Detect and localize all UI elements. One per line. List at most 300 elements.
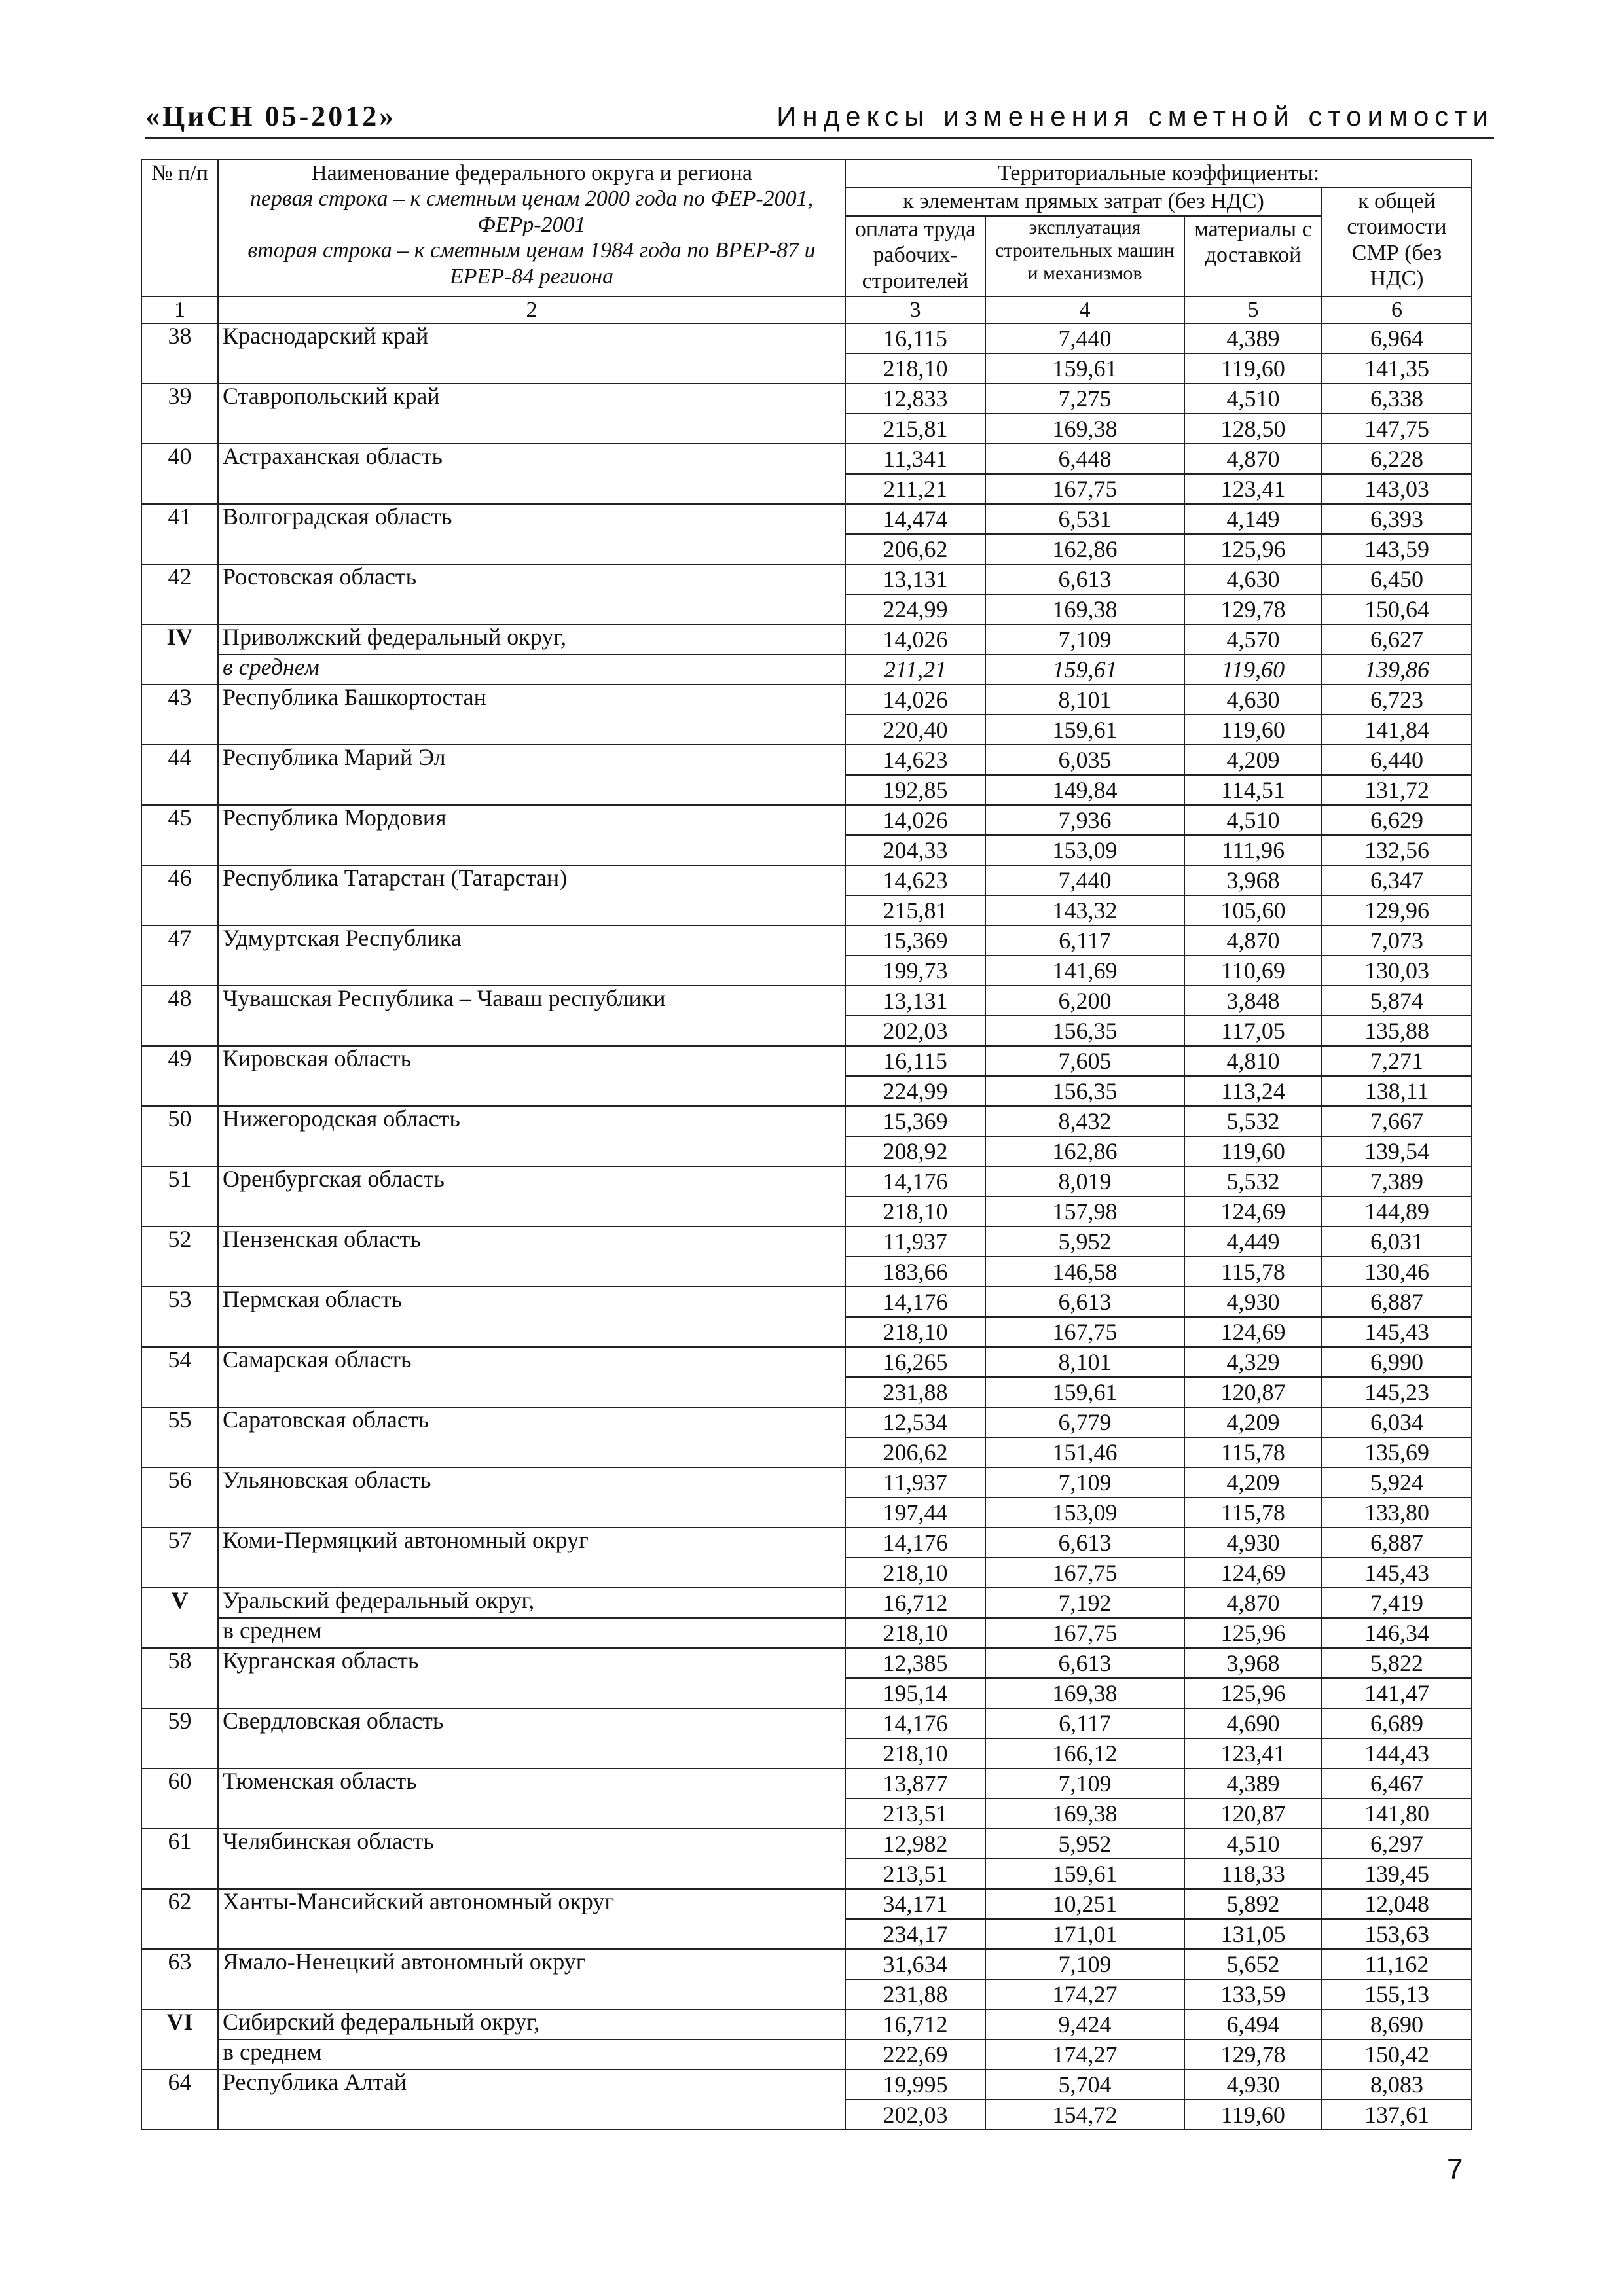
coef-2000-col4: 6,200 — [985, 986, 1184, 1016]
coef-1984-col6: 131,72 — [1322, 775, 1472, 805]
coef-2000-col4: 9,424 — [985, 2009, 1184, 2039]
coef-1984-col3: 218,10 — [845, 1618, 985, 1648]
coef-1984-col3: 224,99 — [845, 1076, 985, 1106]
coef-1984-col3: 211,21 — [845, 474, 985, 504]
region-name: Ставропольский край — [218, 384, 845, 444]
coef-1984-col6: 139,45 — [1322, 1859, 1472, 1889]
header-region-title: Наименование федерального округа и региона — [311, 161, 752, 185]
coef-2000-col5: 4,510 — [1184, 1829, 1322, 1859]
coef-2000-col6: 8,690 — [1322, 2009, 1472, 2039]
table-row — [141, 384, 1472, 414]
coef-1984-col3: 192,85 — [845, 775, 985, 805]
coef-1984-col6: 153,63 — [1322, 1919, 1472, 1949]
coef-2000-col5: 4,449 — [1184, 1227, 1322, 1257]
header-labor: оплата труда рабочих-строителей — [845, 216, 985, 296]
coef-1984-col3: 218,10 — [845, 353, 985, 384]
row-number: 39 — [141, 384, 218, 444]
coef-2000-col3: 16,115 — [845, 1046, 985, 1076]
coef-2000-col6: 6,990 — [1322, 1347, 1472, 1377]
coef-2000-col6: 6,338 — [1322, 384, 1472, 414]
coef-2000-col3: 16,712 — [845, 2009, 985, 2039]
coef-1984-col4: 149,84 — [985, 775, 1184, 805]
coef-2000-col6: 6,964 — [1322, 323, 1472, 353]
column-number-6: 6 — [1322, 296, 1472, 323]
coef-2000-col4: 6,448 — [985, 444, 1184, 474]
region-name: Челябинская область — [218, 1829, 845, 1889]
region-name: Республика Мордовия — [218, 805, 845, 865]
coef-1984-col6: 133,80 — [1322, 1498, 1472, 1528]
coef-2000-col6: 8,083 — [1322, 2070, 1472, 2100]
coef-1984-col3: 215,81 — [845, 895, 985, 925]
coef-2000-col5: 4,870 — [1184, 925, 1322, 956]
table-row — [141, 1046, 1472, 1076]
coef-2000-col5: 4,930 — [1184, 1287, 1322, 1317]
coef-2000-col4: 7,440 — [985, 323, 1184, 353]
coef-2000-col4: 6,613 — [985, 1528, 1184, 1558]
coef-2000-col5: 4,810 — [1184, 1046, 1322, 1076]
coef-2000-col5: 5,652 — [1184, 1949, 1322, 1979]
table-row — [141, 1648, 1472, 1678]
table-row — [141, 1287, 1472, 1317]
coef-2000-col3: 12,385 — [845, 1648, 985, 1678]
coef-2000-col4: 6,117 — [985, 925, 1184, 956]
coef-2000-col3: 19,995 — [845, 2070, 985, 2100]
region-name: Республика Алтай — [218, 2070, 845, 2130]
coef-1984-col4: 157,98 — [985, 1196, 1184, 1227]
region-name: Краснодарский край — [218, 323, 845, 384]
coef-2000-col6: 7,271 — [1322, 1046, 1472, 1076]
coef-2000-col5: 4,149 — [1184, 504, 1322, 534]
region-name: Приволжский федеральный округ, — [218, 624, 845, 655]
coef-1984-col4: 162,86 — [985, 1136, 1184, 1166]
row-number: 46 — [141, 865, 218, 925]
table-row — [141, 745, 1472, 775]
row-number: 44 — [141, 745, 218, 805]
coef-2000-col6: 6,629 — [1322, 805, 1472, 835]
region-name: Республика Татарстан (Татарстан) — [218, 865, 845, 925]
coef-1984-col4: 154,72 — [985, 2100, 1184, 2130]
coef-1984-col5: 117,05 — [1184, 1016, 1322, 1046]
coef-1984-col6: 143,03 — [1322, 474, 1472, 504]
coef-1984-col5: 119,60 — [1184, 2100, 1322, 2130]
coef-1984-col3: 234,17 — [845, 1919, 985, 1949]
coef-2000-col6: 6,450 — [1322, 564, 1472, 594]
coef-1984-col5: 133,59 — [1184, 1979, 1322, 2009]
coef-1984-col6: 145,23 — [1322, 1377, 1472, 1407]
coef-1984-col5: 131,05 — [1184, 1919, 1322, 1949]
coef-1984-col4: 167,75 — [985, 1558, 1184, 1588]
header-rule — [145, 137, 1494, 139]
region-name: Пермская область — [218, 1287, 845, 1347]
coef-1984-col4: 159,61 — [985, 655, 1184, 685]
row-number: 55 — [141, 1407, 218, 1467]
region-name: Сибирский федеральный округ, — [218, 2009, 845, 2039]
table-row — [141, 2070, 1472, 2100]
coef-1984-col3: 199,73 — [845, 956, 985, 986]
coef-2000-col6: 12,048 — [1322, 1889, 1472, 1919]
coef-1984-col4: 159,61 — [985, 353, 1184, 384]
row-number: 59 — [141, 1708, 218, 1768]
row-number: 57 — [141, 1528, 218, 1588]
coef-1984-col4: 169,38 — [985, 1678, 1184, 1708]
coef-1984-col4: 167,75 — [985, 1317, 1184, 1347]
coef-1984-col3: 195,14 — [845, 1678, 985, 1708]
coef-1984-col3: 231,88 — [845, 1979, 985, 2009]
coef-1984-col3: 202,03 — [845, 1016, 985, 1046]
coef-2000-col4: 7,109 — [985, 624, 1184, 655]
coef-1984-col4: 174,27 — [985, 1979, 1184, 2009]
column-number-1: 1 — [141, 296, 218, 323]
row-number: 52 — [141, 1227, 218, 1287]
coef-2000-col5: 4,930 — [1184, 1528, 1322, 1558]
header-machines: эксплуатация строительных машин и механизмов — [985, 216, 1184, 296]
coef-2000-col6: 6,723 — [1322, 685, 1472, 715]
coef-1984-col4: 153,09 — [985, 1498, 1184, 1528]
coef-2000-col6: 6,347 — [1322, 865, 1472, 895]
coef-1984-col4: 162,86 — [985, 534, 1184, 564]
coef-2000-col4: 6,779 — [985, 1407, 1184, 1437]
coef-2000-col3: 14,623 — [845, 865, 985, 895]
coef-1984-col4: 159,61 — [985, 1377, 1184, 1407]
coef-2000-col5: 4,329 — [1184, 1347, 1322, 1377]
coef-1984-col6: 146,34 — [1322, 1618, 1472, 1648]
region-name: Оренбургская область — [218, 1166, 845, 1227]
coef-2000-col5: 5,532 — [1184, 1106, 1322, 1136]
coef-1984-col4: 159,61 — [985, 1859, 1184, 1889]
coef-1984-col6: 144,89 — [1322, 1196, 1472, 1227]
coef-2000-col3: 14,176 — [845, 1708, 985, 1738]
coef-1984-col3: 211,21 — [845, 655, 985, 685]
coef-2000-col3: 11,341 — [845, 444, 985, 474]
coef-2000-col4: 10,251 — [985, 1889, 1184, 1919]
table-row — [141, 1106, 1472, 1136]
coef-1984-col5: 119,60 — [1184, 715, 1322, 745]
coef-2000-col6: 6,887 — [1322, 1287, 1472, 1317]
region-name: Пензенская область — [218, 1227, 845, 1287]
header-total-smr: к общей стоимости СМР (без НДС) — [1322, 188, 1472, 296]
column-number-5: 5 — [1184, 296, 1322, 323]
table-row — [141, 1467, 1472, 1498]
row-number: 51 — [141, 1166, 218, 1227]
coef-2000-col3: 16,115 — [845, 323, 985, 353]
coef-2000-col3: 14,176 — [845, 1166, 985, 1196]
region-name: Волгоградская область — [218, 504, 845, 564]
coef-2000-col4: 6,613 — [985, 564, 1184, 594]
coef-2000-col5: 4,510 — [1184, 805, 1322, 835]
header-direct-costs: к элементам прямых затрат (без НДС) — [845, 188, 1322, 216]
coef-1984-col4: 169,38 — [985, 594, 1184, 624]
coef-2000-col3: 34,171 — [845, 1889, 985, 1919]
coef-1984-col6: 135,69 — [1322, 1437, 1472, 1467]
coef-2000-col3: 11,937 — [845, 1227, 985, 1257]
region-name-average: в среднем — [218, 655, 845, 685]
header-region — [218, 160, 845, 296]
coef-1984-col5: 119,60 — [1184, 1136, 1322, 1166]
coef-2000-col6: 6,297 — [1322, 1829, 1472, 1859]
coef-2000-col4: 5,952 — [985, 1829, 1184, 1859]
row-number: 43 — [141, 685, 218, 745]
coef-2000-col3: 14,026 — [845, 685, 985, 715]
coef-1984-col6: 145,43 — [1322, 1558, 1472, 1588]
coef-1984-col4: 141,69 — [985, 956, 1184, 986]
document-code: «ЦиСН 05-2012» — [145, 100, 397, 132]
coef-1984-col6: 147,75 — [1322, 414, 1472, 444]
coef-1984-col6: 155,13 — [1322, 1979, 1472, 2009]
row-number: 54 — [141, 1347, 218, 1407]
coef-2000-col5: 4,389 — [1184, 1768, 1322, 1799]
coef-1984-col5: 123,41 — [1184, 1738, 1322, 1768]
region-name: Нижегородская область — [218, 1106, 845, 1166]
region-name: Астраханская область — [218, 444, 845, 504]
coef-2000-col3: 12,534 — [845, 1407, 985, 1437]
coef-1984-col5: 115,78 — [1184, 1257, 1322, 1287]
coef-2000-col6: 7,389 — [1322, 1166, 1472, 1196]
table-row — [141, 1708, 1472, 1738]
row-number: 56 — [141, 1467, 218, 1528]
coef-1984-col5: 119,60 — [1184, 353, 1322, 384]
coef-2000-col4: 6,035 — [985, 745, 1184, 775]
coef-1984-col6: 139,54 — [1322, 1136, 1472, 1166]
coef-1984-col5: 129,78 — [1184, 594, 1322, 624]
coef-1984-col6: 141,47 — [1322, 1678, 1472, 1708]
header-number: № п/п — [141, 160, 218, 296]
coef-1984-col3: 213,51 — [845, 1859, 985, 1889]
coef-1984-col6: 143,59 — [1322, 534, 1472, 564]
row-number: 53 — [141, 1287, 218, 1347]
table-row — [141, 1949, 1472, 1979]
coef-2000-col4: 6,531 — [985, 504, 1184, 534]
coef-1984-col5: 114,51 — [1184, 775, 1322, 805]
coef-1984-col4: 153,09 — [985, 835, 1184, 865]
row-number: 45 — [141, 805, 218, 865]
coef-2000-col4: 8,101 — [985, 1347, 1184, 1377]
row-number: 38 — [141, 323, 218, 384]
coef-1984-col3: 220,40 — [845, 715, 985, 745]
coef-1984-col3: 218,10 — [845, 1558, 985, 1588]
row-number: 41 — [141, 504, 218, 564]
coef-2000-col6: 7,419 — [1322, 1588, 1472, 1618]
coef-1984-col5: 129,78 — [1184, 2039, 1322, 2070]
table-row — [141, 624, 1472, 655]
coef-2000-col4: 7,109 — [985, 1949, 1184, 1979]
coef-2000-col4: 8,432 — [985, 1106, 1184, 1136]
coef-2000-col5: 4,209 — [1184, 745, 1322, 775]
coef-1984-col5: 111,96 — [1184, 835, 1322, 865]
row-number: 49 — [141, 1046, 218, 1106]
coef-2000-col6: 6,034 — [1322, 1407, 1472, 1437]
coef-1984-col5: 123,41 — [1184, 474, 1322, 504]
coef-2000-col3: 13,877 — [845, 1768, 985, 1799]
row-number: 63 — [141, 1949, 218, 2009]
coef-2000-col4: 6,117 — [985, 1708, 1184, 1738]
coef-2000-col6: 6,393 — [1322, 504, 1472, 534]
table-row — [141, 685, 1472, 715]
region-name-average: в среднем — [218, 1618, 845, 1648]
coef-1984-col3: 218,10 — [845, 1317, 985, 1347]
coef-2000-col6: 6,031 — [1322, 1227, 1472, 1257]
coef-1984-col4: 167,75 — [985, 474, 1184, 504]
table-row — [141, 444, 1472, 474]
coef-2000-col4: 7,109 — [985, 1768, 1184, 1799]
coef-1984-col4: 146,58 — [985, 1257, 1184, 1287]
region-name: Ямало-Ненецкий автономный округ — [218, 1949, 845, 2009]
table-row — [141, 1407, 1472, 1437]
column-number-4: 4 — [985, 296, 1184, 323]
coef-2000-col3: 12,833 — [845, 384, 985, 414]
coef-1984-col5: 124,69 — [1184, 1196, 1322, 1227]
coef-2000-col3: 13,131 — [845, 986, 985, 1016]
region-name: Кировская область — [218, 1046, 845, 1106]
coef-2000-col4: 7,192 — [985, 1588, 1184, 1618]
document-title: Индексы изменения сметной стоимости — [776, 101, 1494, 132]
table-row — [141, 805, 1472, 835]
coef-2000-col3: 14,474 — [845, 504, 985, 534]
row-number: 40 — [141, 444, 218, 504]
coef-2000-col6: 6,440 — [1322, 745, 1472, 775]
row-number: 61 — [141, 1829, 218, 1889]
row-number: 64 — [141, 2070, 218, 2130]
region-name: Удмуртская Республика — [218, 925, 845, 986]
coef-2000-col4: 8,101 — [985, 685, 1184, 715]
coef-1984-col6: 141,84 — [1322, 715, 1472, 745]
coef-1984-col5: 119,60 — [1184, 655, 1322, 685]
page-number: 7 — [1447, 2153, 1463, 2185]
coef-2000-col5: 4,209 — [1184, 1467, 1322, 1498]
region-name: Чувашская Республика – Чаваш республики — [218, 986, 845, 1046]
table-row — [141, 1829, 1472, 1859]
coef-1984-col3: 222,69 — [845, 2039, 985, 2070]
row-number: 62 — [141, 1889, 218, 1949]
table-row — [141, 2039, 1472, 2070]
row-number: 50 — [141, 1106, 218, 1166]
coef-2000-col4: 7,440 — [985, 865, 1184, 895]
coef-1984-col5: 110,69 — [1184, 956, 1322, 986]
coef-2000-col6: 7,073 — [1322, 925, 1472, 956]
coef-2000-col6: 6,887 — [1322, 1528, 1472, 1558]
coef-1984-col3: 183,66 — [845, 1257, 985, 1287]
page-header — [145, 99, 1494, 136]
coef-1984-col6: 129,96 — [1322, 895, 1472, 925]
coef-1984-col3: 197,44 — [845, 1498, 985, 1528]
coef-2000-col5: 4,510 — [1184, 384, 1322, 414]
coef-2000-col5: 3,968 — [1184, 865, 1322, 895]
coef-2000-col5: 3,848 — [1184, 986, 1322, 1016]
row-number: 60 — [141, 1768, 218, 1829]
header-first-line-note: первая строка – к сметным ценам 2000 года по ФЕР-2001, ФЕРр-2001 — [249, 187, 814, 237]
table-row — [141, 1347, 1472, 1377]
header-territorial: Территориальные коэффициенты: — [845, 160, 1472, 188]
coef-1984-col5: 113,24 — [1184, 1076, 1322, 1106]
region-name: Курганская область — [218, 1648, 845, 1708]
coef-1984-col3: 224,99 — [845, 594, 985, 624]
coef-1984-col6: 139,86 — [1322, 655, 1472, 685]
table-row — [141, 1889, 1472, 1919]
coef-1984-col3: 208,92 — [845, 1136, 985, 1166]
coef-2000-col6: 5,822 — [1322, 1648, 1472, 1678]
row-number: 42 — [141, 564, 218, 624]
coef-2000-col5: 4,930 — [1184, 2070, 1322, 2100]
row-number: IV — [141, 624, 218, 685]
coef-2000-col4: 5,952 — [985, 1227, 1184, 1257]
coef-2000-col4: 6,613 — [985, 1648, 1184, 1678]
region-name: Саратовская область — [218, 1407, 845, 1467]
coef-2000-col5: 5,532 — [1184, 1166, 1322, 1196]
coef-1984-col4: 156,35 — [985, 1016, 1184, 1046]
coef-2000-col3: 14,176 — [845, 1528, 985, 1558]
coef-2000-col4: 7,275 — [985, 384, 1184, 414]
region-name: Республика Башкортостан — [218, 685, 845, 745]
column-number-2: 2 — [218, 296, 845, 323]
table-row — [141, 323, 1472, 353]
coef-1984-col4: 166,12 — [985, 1738, 1184, 1768]
table-row — [141, 925, 1472, 956]
coef-1984-col4: 169,38 — [985, 1799, 1184, 1829]
coef-1984-col5: 118,33 — [1184, 1859, 1322, 1889]
row-number: 47 — [141, 925, 218, 986]
coef-2000-col4: 7,109 — [985, 1467, 1184, 1498]
table-row — [141, 865, 1472, 895]
coef-2000-col6: 7,667 — [1322, 1106, 1472, 1136]
coef-1984-col4: 156,35 — [985, 1076, 1184, 1106]
coef-2000-col3: 14,623 — [845, 745, 985, 775]
coef-1984-col3: 215,81 — [845, 414, 985, 444]
coef-1984-col5: 125,96 — [1184, 1618, 1322, 1648]
coef-2000-col3: 15,369 — [845, 1106, 985, 1136]
coef-2000-col6: 11,162 — [1322, 1949, 1472, 1979]
coef-2000-col3: 12,982 — [845, 1829, 985, 1859]
coef-2000-col5: 4,870 — [1184, 444, 1322, 474]
row-number: 48 — [141, 986, 218, 1046]
coef-1984-col5: 125,96 — [1184, 1678, 1322, 1708]
coef-1984-col3: 218,10 — [845, 1196, 985, 1227]
coef-1984-col3: 202,03 — [845, 2100, 985, 2130]
table-row — [141, 1166, 1472, 1196]
coef-2000-col6: 6,467 — [1322, 1768, 1472, 1799]
coef-2000-col5: 4,690 — [1184, 1708, 1322, 1738]
coef-2000-col4: 7,605 — [985, 1046, 1184, 1076]
coef-2000-col6: 5,924 — [1322, 1467, 1472, 1498]
region-name: Ростовская область — [218, 564, 845, 624]
row-number: VI — [141, 2009, 218, 2070]
coef-1984-col6: 141,35 — [1322, 353, 1472, 384]
coef-1984-col4: 169,38 — [985, 414, 1184, 444]
coef-1984-col3: 218,10 — [845, 1738, 985, 1768]
coef-2000-col3: 15,369 — [845, 925, 985, 956]
coef-2000-col3: 14,026 — [845, 624, 985, 655]
table-row — [141, 2009, 1472, 2039]
coef-2000-col4: 7,936 — [985, 805, 1184, 835]
coef-2000-col5: 4,870 — [1184, 1588, 1322, 1618]
coef-1984-col3: 213,51 — [845, 1799, 985, 1829]
column-number-3: 3 — [845, 296, 985, 323]
table-row — [141, 1768, 1472, 1799]
coef-1984-col5: 125,96 — [1184, 534, 1322, 564]
coef-2000-col4: 8,019 — [985, 1166, 1184, 1196]
coef-2000-col3: 16,265 — [845, 1347, 985, 1377]
coef-1984-col3: 206,62 — [845, 1437, 985, 1467]
coef-2000-col3: 31,634 — [845, 1949, 985, 1979]
region-name: Ульяновская область — [218, 1467, 845, 1528]
coef-2000-col4: 5,704 — [985, 2070, 1184, 2100]
coef-2000-col3: 13,131 — [845, 564, 985, 594]
coef-1984-col6: 130,46 — [1322, 1257, 1472, 1287]
coef-1984-col4: 174,27 — [985, 2039, 1184, 2070]
region-name: Свердловская область — [218, 1708, 845, 1768]
coef-2000-col5: 4,570 — [1184, 624, 1322, 655]
coef-2000-col5: 5,892 — [1184, 1889, 1322, 1919]
coef-1984-col6: 138,11 — [1322, 1076, 1472, 1106]
region-name: Уральский федеральный округ, — [218, 1588, 845, 1618]
